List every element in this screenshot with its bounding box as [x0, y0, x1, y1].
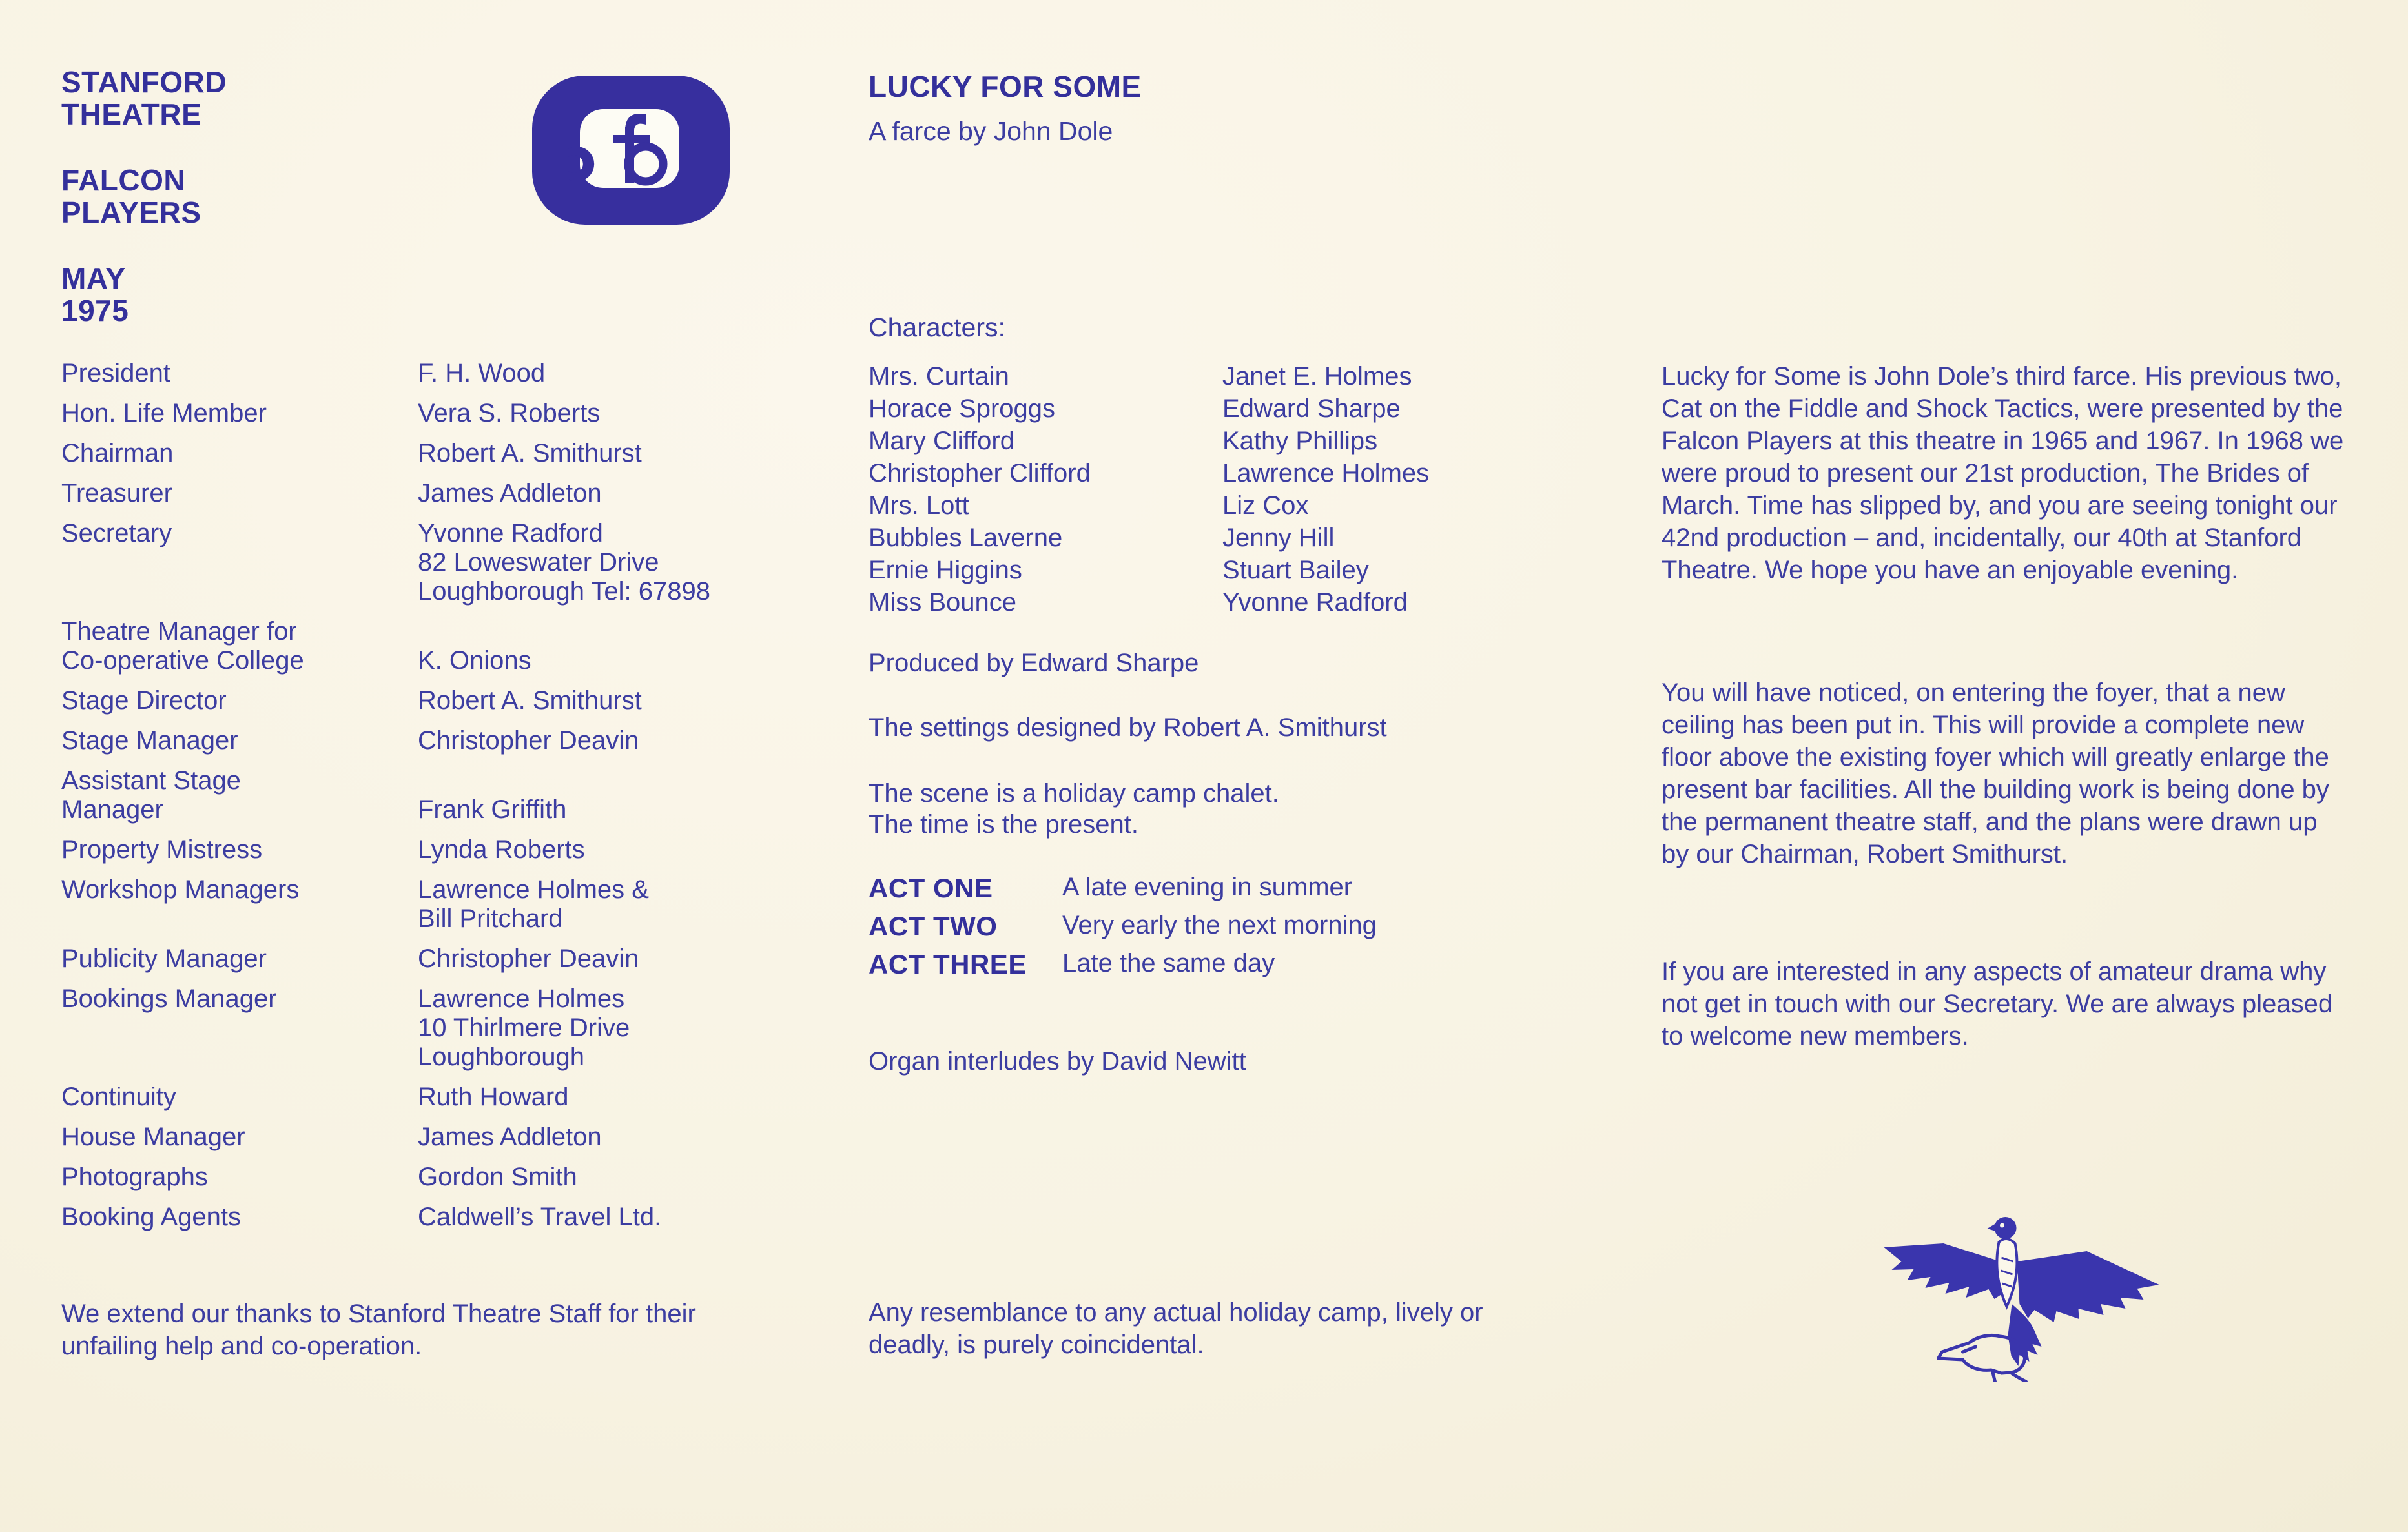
officer-role-line: Assistant Stage	[61, 766, 241, 795]
officer-row	[61, 519, 875, 606]
cast-actor: Janet E. Holmes	[1222, 362, 1412, 391]
programme-date-line: 1975	[61, 294, 129, 327]
note-paragraph: You will have noticed, on entering the foyer, that a new ceiling has been put in. This will provide a complete new floor above the existing foyer which will greatly enlarge the present bar facilities. All the building work is being done by the permanent theatre staff, and the plans were drawn up by our Chairman, Robert Smithurst.	[1662, 679, 2329, 868]
officer-name	[418, 1163, 875, 1192]
officer-role-line: Photographs	[61, 1163, 208, 1191]
company-name	[61, 164, 227, 229]
officer-name-line: Loughborough Tel: 67898	[418, 577, 711, 606]
officer-name-line: 82 Loweswater Drive	[418, 548, 659, 577]
cast-row	[869, 554, 1676, 586]
cast-actor: Jenny Hill	[1222, 524, 1335, 552]
theatre-name-line: STANFORD	[61, 65, 227, 99]
masthead	[61, 66, 227, 360]
act-label: ACT THREE	[869, 949, 1027, 979]
officer-role-line: Hon. Life Member	[61, 399, 267, 427]
officer-role-line: Co-operative College	[61, 646, 304, 675]
cast-actor: Liz Cox	[1222, 491, 1309, 520]
officer-row	[61, 399, 875, 428]
act-row	[869, 911, 1676, 949]
officer-row	[61, 1083, 875, 1112]
officer-name	[418, 479, 875, 508]
act-label: ACT ONE	[869, 873, 993, 903]
officer-role-line: Manager	[61, 795, 163, 824]
cast-character: Mary Clifford	[869, 427, 1014, 455]
acts-list	[869, 873, 1676, 987]
officer-role	[61, 359, 418, 388]
officer-row	[61, 766, 875, 824]
cast-character: Ernie Higgins	[869, 556, 1022, 584]
officer-role-line: Treasurer	[61, 479, 172, 507]
programme-date-line: MAY	[61, 261, 126, 295]
officer-role	[61, 766, 418, 824]
cast-row	[869, 586, 1676, 618]
officer-name	[418, 439, 875, 468]
officer-name-line: Lawrence Holmes	[418, 985, 625, 1013]
officer-name	[418, 835, 875, 864]
officer-name	[418, 1203, 875, 1232]
act-row	[869, 949, 1676, 987]
officer-row	[61, 835, 875, 864]
act-description: A late evening in summer	[1062, 873, 1353, 901]
officer-name-line: James Addleton	[418, 1123, 602, 1151]
officer-name-line: Robert A. Smithurst	[418, 686, 642, 715]
officer-row	[61, 617, 875, 675]
officer-name-line: Bill Pritchard	[418, 904, 563, 933]
officer-name-line: Caldwell’s Travel Ltd.	[418, 1203, 662, 1231]
scene-description	[869, 778, 1279, 840]
programme-date	[61, 262, 227, 327]
cast-character: Mrs. Lott	[869, 491, 969, 520]
officer-role-line: Property Mistress	[61, 835, 263, 864]
cast-list	[869, 360, 1676, 618]
officer-role	[61, 835, 418, 864]
officer-role	[61, 399, 418, 428]
cast-character: Mrs. Curtain	[869, 362, 1009, 391]
officer-row	[61, 1203, 875, 1232]
officer-row	[61, 726, 875, 755]
cast-row	[869, 393, 1676, 425]
falcon-players-monogram-icon	[531, 74, 731, 226]
officer-name-line: 10 Thirlmere Drive	[418, 1014, 630, 1042]
officer-name	[418, 399, 875, 428]
officer-role	[61, 985, 418, 1072]
officer-name	[418, 726, 875, 755]
officer-role	[61, 945, 418, 974]
officer-name-line: James Addleton	[418, 479, 602, 507]
officer-name-line: K. Onions	[418, 646, 531, 675]
officer-name	[418, 945, 875, 974]
officer-role	[61, 1123, 418, 1152]
officer-role-line: Secretary	[61, 519, 172, 547]
officer-name	[418, 519, 875, 606]
act-description: Very early the next morning	[1062, 911, 1377, 939]
cast-row	[869, 360, 1676, 393]
company-name-line: FALCON	[61, 163, 186, 197]
play-column	[869, 0, 1676, 1532]
organ-interludes-line: Organ interludes by David Newitt	[869, 1047, 1246, 1076]
falcon-players-logo	[531, 74, 731, 226]
officer-role-line: Chairman	[61, 439, 174, 467]
officer-name-line: Frank Griffith	[418, 795, 567, 824]
officer-role-line: Stage Manager	[61, 726, 238, 755]
officer-role	[61, 875, 418, 934]
cast-actor: Stuart Bailey	[1222, 556, 1369, 584]
cast-character: Miss Bounce	[869, 588, 1016, 617]
officer-role	[61, 1163, 418, 1192]
officer-name-line: Yvonne Radford	[418, 519, 603, 547]
cast-character: Bubbles Laverne	[869, 524, 1063, 552]
characters-heading: Characters:	[869, 312, 1005, 342]
officer-name-line: Gordon Smith	[418, 1163, 577, 1191]
play-title: LUCKY FOR SOME	[869, 70, 1142, 103]
cast-actor: Lawrence Holmes	[1222, 459, 1430, 487]
produced-by-line: Produced by Edward Sharpe	[869, 649, 1199, 677]
act-description: Late the same day	[1062, 949, 1275, 977]
officer-role	[61, 617, 418, 675]
officer-role	[61, 686, 418, 715]
officer-name-line: Loughborough	[418, 1043, 585, 1071]
officer-row	[61, 1163, 875, 1192]
officer-role-line: Publicity Manager	[61, 945, 267, 973]
cast-character: Horace Sproggs	[869, 394, 1056, 423]
play-subtitle: A farce by John Dole	[869, 116, 1113, 146]
falcon-illustration	[1866, 1209, 2170, 1382]
officer-role-line: Theatre Manager for	[61, 617, 297, 646]
officer-role-line: Continuity	[61, 1083, 176, 1111]
theatre-name	[61, 66, 227, 130]
officer-row	[61, 1123, 875, 1152]
cast-character: Christopher Clifford	[869, 459, 1091, 487]
scene-line: The time is the present.	[869, 810, 1138, 839]
officer-row	[61, 686, 875, 715]
officer-role	[61, 726, 418, 755]
cast-row	[869, 425, 1676, 457]
officer-name-line: Christopher Deavin	[418, 726, 639, 755]
officer-name-line: Vera S. Roberts	[418, 399, 601, 427]
officer-role	[61, 519, 418, 606]
officer-role	[61, 1083, 418, 1112]
officer-row	[61, 945, 875, 974]
officer-name	[418, 646, 875, 675]
officer-name-line: Christopher Deavin	[418, 945, 639, 973]
cast-row	[869, 489, 1676, 522]
thanks-note: We extend our thanks to Stanford Theatre Staff for their unfailing help and co-operation.	[61, 1300, 696, 1360]
cast-actor: Kathy Phillips	[1222, 427, 1378, 455]
officer-role-line: House Manager	[61, 1123, 245, 1151]
disclaimer-note: Any resemblance to any actual holiday camp, lively or deadly, is purely coincidental.	[869, 1298, 1483, 1359]
scene-line: The scene is a holiday camp chalet.	[869, 779, 1279, 808]
note-paragraph: Lucky for Some is John Dole’s third farce. His previous two, Cat on the Fiddle and Shock Tactics, were presented by the Falcon Players at this theatre in 1965 and 1967. In 1968 we were proud to present our 21st production, The Brides of March. Time has slipped by, and you are seeing tonight our 42nd production – and, incidentally, our 40th at Stanford Theatre. We hope you have an enjoyable evening.	[1662, 362, 2344, 584]
cast-actor: Yvonne Radford	[1222, 588, 1408, 617]
officer-role-line: Workshop Managers	[61, 875, 300, 904]
officers-list	[61, 359, 875, 1243]
officer-role	[61, 479, 418, 508]
settings-designer-line: The settings designed by Robert A. Smithurst	[869, 713, 1387, 742]
officer-name	[418, 1123, 875, 1152]
falcon-on-glove-icon	[1866, 1209, 2170, 1382]
act-label: ACT TWO	[869, 911, 998, 941]
note-paragraph: If you are interested in any aspects of amateur drama why not get in touch with our Secretary. We are always pleased to welcome new members.	[1662, 957, 2333, 1050]
cast-row	[869, 522, 1676, 554]
officer-name-line: Lynda Roberts	[418, 835, 585, 864]
officer-name	[418, 686, 875, 715]
officer-name	[418, 359, 875, 388]
officer-name-line: F. H. Wood	[418, 359, 546, 387]
act-row	[869, 873, 1676, 911]
officer-role	[61, 1203, 418, 1232]
officer-row	[61, 985, 875, 1072]
officer-row	[61, 359, 875, 388]
officer-name	[418, 1083, 875, 1112]
officer-role-line: Bookings Manager	[61, 985, 277, 1013]
officer-name-line: Robert A. Smithurst	[418, 439, 642, 467]
cast-actor: Edward Sharpe	[1222, 394, 1401, 423]
officer-row	[61, 439, 875, 468]
officer-name	[418, 985, 875, 1072]
officer-role-line: President	[61, 359, 170, 387]
company-name-line: PLAYERS	[61, 196, 201, 229]
officer-name-line: Lawrence Holmes &	[418, 875, 649, 904]
cast-row	[869, 457, 1676, 489]
officer-row	[61, 479, 875, 508]
theatre-name-line: THEATRE	[61, 97, 202, 131]
officer-name	[418, 795, 875, 824]
officer-name	[418, 875, 875, 934]
officer-role-line: Booking Agents	[61, 1203, 241, 1231]
officer-row	[61, 875, 875, 934]
officer-name-line: Ruth Howard	[418, 1083, 569, 1111]
officer-role	[61, 439, 418, 468]
officer-role-line: Stage Director	[61, 686, 227, 715]
